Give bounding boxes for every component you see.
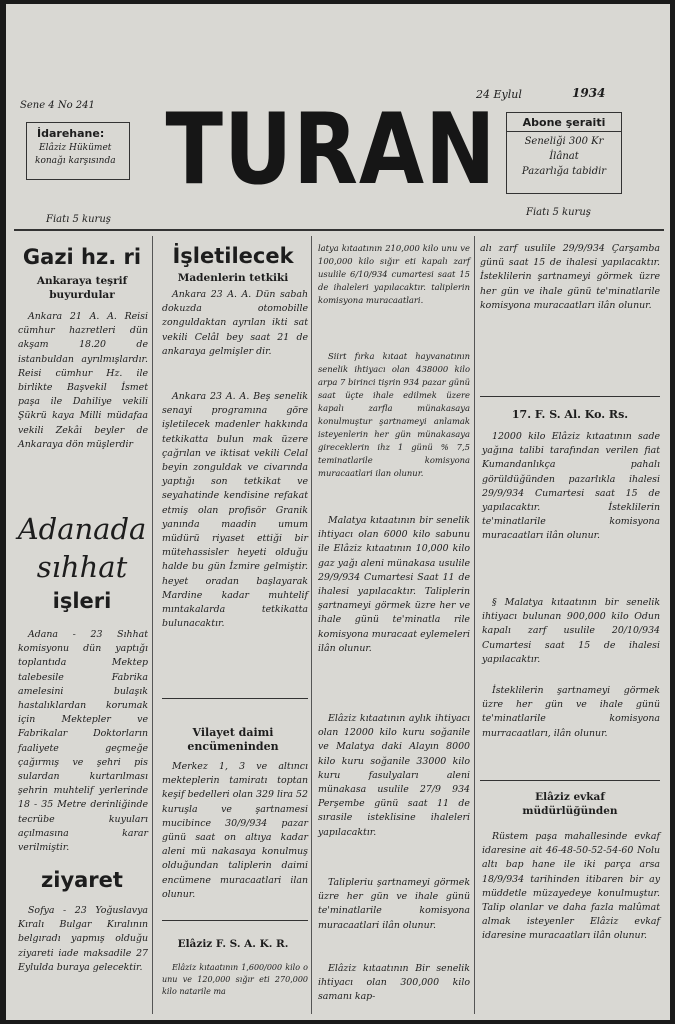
isletilecek-article-2-text: Ankara 23 A. A. Beş senelik senayi programına göre işletilecek madenler hakkında tetkikatta bulun mak üzere çağrılan ve iktisat vekili Celal beyin zonguldak ve civarında yaptığı son tetkikat ve seyahatinde kendisine refakat etmiş olan profisör Granik yanında maadin umum müdürü riyaset ettiği bir mütehassisler heyeti olduğu halde bu gün İzmire gelmiştir. heyet oradan başlayarak Mardine kadar muhtelif mıntakalarda tetkikatta bulunacaktır. xyxy=(162,391,308,630)
onion-notice-2-text: Talipleriu şartnameyi görmek üzre her gün ve ihale günü te'minatlarile komisyona muracaatlari ilân olunur. xyxy=(318,877,470,931)
evkaf-headline-line-2: müdürlüğünden xyxy=(522,805,618,817)
vilayet-article xyxy=(162,760,308,916)
malatya-soap-notice xyxy=(318,514,470,704)
price-left: Fiatı 5 kuruş xyxy=(46,214,111,225)
column-divider-1 xyxy=(152,236,153,1014)
adana-headline-line-2: sıhhat xyxy=(36,550,128,584)
straw-notice-text: Elâziz kıtaatının Bir senelik ihtiyacı olan 300,000 kilo samanı kap- xyxy=(318,963,470,1003)
masthead-rule xyxy=(14,229,664,231)
price-right: Fiatı 5 kuruş xyxy=(526,207,591,218)
evkaf-headline-line-1: Elâziz evkaf xyxy=(535,791,605,803)
adana-headline-line-1: Adanada xyxy=(17,512,147,546)
ziyaret-article xyxy=(18,904,148,1004)
col4-rule-2 xyxy=(480,780,660,781)
vilayet-headline-line-2: encümeninden xyxy=(187,740,279,753)
issue-date-year: 1934 xyxy=(572,86,606,100)
odun-notice xyxy=(482,596,660,682)
vilayet-headline-line-1: Vilayet daimi xyxy=(192,726,274,739)
odun-notice-text: § Malatya kıtaatının bir senelik ihtiyacı bulunan 900,000 kilo Odun kapalı zarf usulile 20/10/934 Cumartesi saat 15 de ihalesi yapılacaktır. xyxy=(482,597,660,665)
adana-subhead: işleri xyxy=(52,589,112,613)
isletilecek-article-1-text: Ankara 23 A. A. Dün sabah dokuzda otomobille zonguldaktan ayrılan ikti sat vekili Celâl bey saat 21 de ankaraya gelmişler dir. xyxy=(162,289,308,357)
subscription-box xyxy=(506,112,622,194)
siirt-notice xyxy=(318,350,470,500)
issue-number: Sene 4 No 241 xyxy=(20,100,95,111)
gazi-subhead-line-1: Ankaraya teşrif xyxy=(36,275,128,287)
office-line-1: Elâziz Hükümet xyxy=(39,143,112,153)
fsakr-headline: Elâziz F. S. A. K. R. xyxy=(177,938,289,950)
evkaf-notice-text: Rüstem paşa mahallesinde evkaf idaresine ait 46-48-50-52-54-60 Nolu altı bap hane ile iki parça arsa 18/9/934 tarihinden itibaren bir ay müddetle müzayedeye konulmuştur. Talip olanlar ve daha fazla malûmat almak isteyenler Elâziz evkaf idaresine muracaatları ilân olunur. xyxy=(482,831,660,942)
adana-article-text: Adana - 23 Sıhhat komisyonu dün yaptığı toplantıda Mektep talebesile Fabrika amelesini bulaşık hastalıklardan korumak için Mektepler ve Fabrikalar Doktorların faaliyete geçmeğe çağırmış ve şehri pis sulardan kurtarılması şehrin muhtelif yerlerinde 18 - 35 Metre derinliğinde tecrübe kuyuları açılmasına karar verilmiştir. xyxy=(18,629,148,854)
ziyaret-article-text: Sofya - 23 Yoğuslavya Kıralı Bulgar Kıralının belgıradı yapmış olduğu ziyareti iade maksadile 27 Eylulda buraya gelecektir. xyxy=(18,905,148,973)
evkaf-headline xyxy=(480,790,660,818)
isletilecek-subhead: Madenlerin tetkiki xyxy=(177,272,289,284)
newspaper-page xyxy=(6,4,670,1020)
newspaper-title: TURAN xyxy=(165,93,497,207)
gazi-subhead-line-2: buyurdular xyxy=(49,289,115,301)
subscription-ads: İlânat xyxy=(549,151,579,162)
gazi-article xyxy=(18,310,148,466)
malatya-notice-1 xyxy=(318,242,470,326)
column-divider-3 xyxy=(474,236,475,1014)
col2-rule-1 xyxy=(162,698,308,699)
subscription-ads-note: Pazarlığa tabidir xyxy=(521,166,607,177)
fsalko-headline: 17. F. S. Al. Ko. Rs. xyxy=(511,408,629,421)
gazi-headline: Gazi hz. ri xyxy=(22,245,142,269)
isletilecek-article-2 xyxy=(162,390,308,694)
yag-notice-text: 12000 kilo Elâziz kıtaatının sade yağına talibi tarafından verilen fiat Kumandanlıkça pahalı görüldüğünden pazarlıkla ihalesi 29/9/934 Cumartesi saat 15 de yapılacaktır. İsteklilerin te'minatlarile komisyona muracaatları ilân olunur. xyxy=(482,431,660,542)
yag-notice xyxy=(482,430,660,590)
col4-rule-1 xyxy=(480,396,660,397)
evkaf-notice xyxy=(482,830,660,1016)
fsakr-article xyxy=(162,962,308,1012)
isletilecek-article-1 xyxy=(162,288,308,388)
straw-notice xyxy=(318,962,470,1014)
onion-notice-2 xyxy=(318,876,470,948)
fsakr-article-text: Elâziz kıtaatının 1,600/000 kilo o unu ve 120,000 sığır eti 270,000 kilo natarile ma xyxy=(162,963,308,996)
siirt-notice-text: Siirt fırka kıtaat hayvanatının senelik ihtiyacı olan 438000 kilo arpa 7 birinci tişrin 934 pazar günü saat üçte ihale edilmek üzere kapalı zarfla münakasaya konulmuştur şartnameyi anlamak isteyenlerin her gün münakasaya gireceklerin ihz 1 günü % 7,5 teminatlarile komisyona muracaatlari ilan olunur. xyxy=(318,351,470,478)
vilayet-article-text: Merkez 1, 3 ve altıncı mekteplerin tamiratı toptan keşif bedelleri olan 329 lira 52 kuruşla ve şartnamesi mucibince 30/9/934 pazar günü saat on altıya kadar aleni mü nakasaya konulmuş olduğundan taliplerin daimi encümene muracaatlari ilan olunur. xyxy=(162,761,308,900)
office-line-2: konağı karşısında xyxy=(35,156,116,166)
ziyaret-headline: ziyaret xyxy=(41,868,123,892)
gazi-article-text: Ankara 21 A. A. Reisi cümhur hazretleri dün akşam 18.20 de istanbuldan ayrılmışlardır. Reisi cümhur Hz. ile birlikte Başvekil İsmet paşa ile Dahiliye vekili Şükrü kaya Milli müdafaa vekili Zekâi beyler de Ankaraya dön müşlerdir xyxy=(18,311,148,450)
malatya-notice-1-text: latya kıtaatının 210,000 kilo unu ve 100,000 kilo sığır eti kapalı zarf usulile 6/10/934 cumartesi saat 15 de ihaleleri yapılacaktır. taliplerin komisyona muracaatlari. xyxy=(318,243,470,305)
subscription-title: Abone şeraiti xyxy=(507,116,621,132)
office-title: İdarehane: xyxy=(37,127,105,140)
odun-notice-2 xyxy=(482,684,660,768)
isletilecek-headline: İşletilecek xyxy=(172,244,294,268)
adana-headline xyxy=(14,510,150,586)
column-divider-2 xyxy=(311,236,312,1014)
gazi-subhead xyxy=(16,274,148,302)
issue-date-day: 24 Eylul xyxy=(476,88,522,101)
odun-notice-2-text: İsteklilerin şartnameyi görmek üzre her gün ve ihale günü te'minatlarile komisyona murracaatları, ilân olunur. xyxy=(482,685,660,739)
col2-rule-2 xyxy=(162,920,308,921)
straw-notice-cont xyxy=(480,242,660,382)
subscription-price: Seneliği 300 Kr xyxy=(524,136,604,147)
straw-notice-cont-text: alı zarf usulile 29/9/934 Çarşamba günü saat 15 de ihalesi yapılacaktır. İsteklilerin şartnameyi görmek üzre her gün ve ihale günü te'minatlarile komisyona muracaatları ilân olunur. xyxy=(480,243,660,311)
malatya-soap-notice-text: Malatya kıtaatının bir senelik ihtiyacı olan 6000 kilo sabunu ile Elâziz kıtaatının 10,000 kilo gaz yağı aleni münakasa usulile 29/9/934 Cumartesi Saat 11 de ihalesi yapılacaktır. Taliplerin şartnameyi görmek üzre her ve ihale günü te'minatla rile komisyona muracaat eylemeleri ilân olunur. xyxy=(318,515,470,654)
onion-notice-text: Elâziz kıtaatının aylık ihtiyacı olan 12000 kilo kuru soğanile ve Malatya daki Alayın 8000 kilo kuru soğanile 33000 kilo kuru fasulyaları aleni münakasa usulile 27/9 934 Perşembe günü saat 11 de sırasile isteklisine ihaleleri yapılacaktır. xyxy=(318,713,470,838)
adana-article xyxy=(18,628,148,854)
onion-notice xyxy=(318,712,470,876)
vilayet-headline xyxy=(158,726,308,754)
office-box xyxy=(26,122,130,180)
